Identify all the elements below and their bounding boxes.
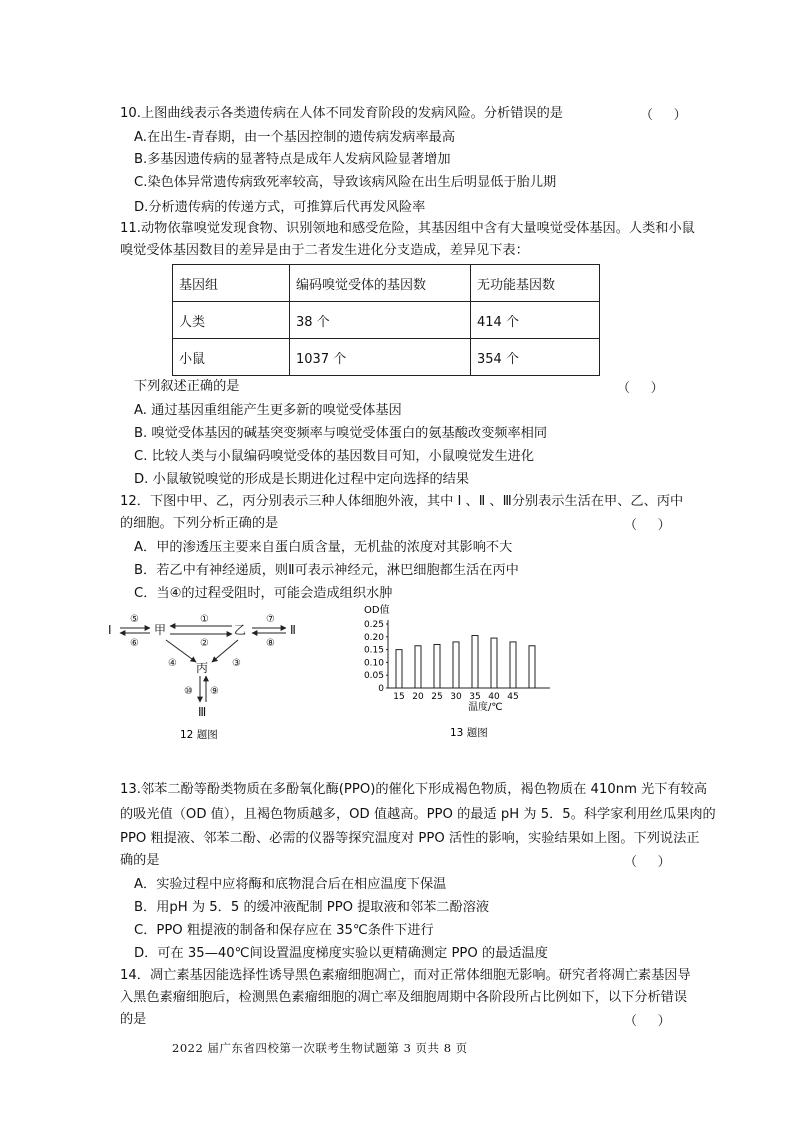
od-temperature-chart	[350, 600, 570, 746]
chart-ylabel: OD值	[364, 605, 390, 616]
table-cell: 38 个	[290, 302, 471, 339]
x-tick-label: 40	[488, 692, 500, 702]
chart-xlabel: 温度/℃	[468, 702, 503, 713]
q11-option-a: A. 通过基因重组能产生更多新的嗅觉受体基因	[134, 403, 402, 418]
label-3: ③	[232, 658, 241, 669]
table-cell: 小鼠	[173, 339, 290, 376]
q11-stem-line2: 嗅觉受体基因数目的差异是由于二者发生进化分支造成，差异见下表：	[120, 243, 529, 258]
q11-prompt: 下列叙述正确的是	[134, 379, 240, 394]
q13-stem-line2: 的吸光值（OD 值），且褐色物质越多，OD 值越高。PPO 的最适 pH 为 5．5。科学家利用丝瓜果肉的	[120, 807, 716, 822]
label-7: ⑦	[266, 614, 275, 625]
x-tick-label: 25	[431, 692, 443, 702]
q14-answer-bracket: （ ）	[624, 1014, 671, 1029]
q13-stem-line4: 确的是	[120, 853, 160, 868]
q10-stem: 10.上图曲线表示各类遗传病在人体不同发育阶段的发病风险。分析错误的是	[120, 106, 563, 121]
q13-stem-line1: 13.邻苯二酚等酚类物质在多酚氧化酶(PPO)的催化下形成褐色物质，褐色物质在 410nm 光下有较高	[120, 782, 708, 797]
y-tick-label: 0	[378, 684, 384, 694]
figure13-caption: 13 题图	[450, 727, 488, 739]
body-fluid-diagram	[104, 604, 324, 744]
table-cell: 354 个	[471, 339, 600, 376]
q12-stem-line2: 的细胞。下列分析正确的是	[120, 516, 279, 531]
y-tick-label: 0.05	[363, 671, 384, 682]
label-10: ⑩	[184, 686, 193, 697]
bar-35	[472, 636, 478, 688]
y-tick-label: 0.15	[363, 645, 384, 656]
bar-25	[434, 644, 440, 688]
label-1: ①	[200, 614, 209, 625]
label-2: ②	[200, 638, 209, 649]
q12-answer-bracket: （ ）	[624, 518, 671, 533]
cell-label-II: Ⅱ	[290, 623, 296, 637]
bar-20	[415, 646, 421, 688]
table-cell: 人类	[173, 302, 290, 339]
y-tick-label: 0.25	[363, 620, 384, 630]
bar-40	[491, 638, 497, 688]
node-jia: 甲	[154, 623, 167, 637]
table-header-row	[173, 265, 600, 302]
table-header-cell: 基因组	[173, 265, 290, 302]
q13-option-d: D．可在 35—40℃间设置温度梯度实验以更精确测定 PPO 的最适温度	[134, 946, 548, 961]
q12-option-a: A．甲的渗透压主要来自蛋白质含量，无机盐的浓度对其影响不大	[134, 540, 513, 555]
label-9: ⑨	[210, 686, 219, 697]
table-row	[173, 339, 600, 376]
q12-option-c: C．当④的过程受阻时，可能会造成组织水肿	[134, 586, 393, 601]
olfactory-gene-table	[172, 264, 600, 376]
page-footer: 2022 届广东省四校第一次联考生物试题第 3 页共 8 页	[172, 1041, 468, 1055]
q14-stem-line1: 14．凋亡素基因能选择性诱导黑色素瘤细胞凋亡，而对正常体细胞无影响。研究者将凋亡素基因导	[120, 968, 691, 983]
x-tick-label: 45	[507, 692, 519, 702]
q10-option-a: A.在出生-青春期，由一个基因控制的遗传病发病率最高	[134, 130, 456, 145]
q10-option-b: B.多基因遗传病的显著特点是成年人发病风险显著增加	[134, 152, 451, 167]
node-bing: 丙	[196, 661, 209, 675]
bar-30	[453, 642, 459, 688]
table-row	[173, 302, 600, 339]
q13-answer-bracket: （ ）	[624, 855, 671, 870]
q10-option-d: D.分析遗传病的传递方式，可推算后代再发风险率	[134, 200, 426, 215]
q11-option-c: C. 比较人类与小鼠编码嗅觉受体的基因数目可知，小鼠嗅觉发生进化	[134, 449, 535, 464]
x-tick-label: 20	[412, 692, 424, 702]
y-tick-label: 0.20	[363, 632, 384, 643]
q10-answer-bracket: （ ）	[640, 108, 687, 123]
label-6: ⑥	[130, 638, 139, 649]
y-tick-label: 0.10	[363, 658, 384, 669]
x-tick-label: 15	[393, 692, 405, 702]
cell-label-I: Ⅰ	[108, 623, 112, 637]
figure12-caption: 12 题图	[180, 729, 218, 741]
q13-stem-line3: PPO 粗提液、邻苯二酚、必需的仪器等探究温度对 PPO 活性的影响，实验结果如上图。下列说法正	[120, 831, 700, 846]
cell-label-III: Ⅲ	[198, 705, 207, 719]
q10-option-c: C.染色体异常遗传病致死率较高，导致该病风险在出生后明显低于胎儿期	[134, 175, 557, 190]
q11-stem-line1: 11.动物依靠嗅觉发现食物、识别领地和感受危险，其基因组中含有大量嗅觉受体基因。人类和小鼠	[120, 221, 695, 236]
table-header-cell: 编码嗅觉受体的基因数	[290, 265, 471, 302]
q13-option-c: C．PPO 粗提液的制备和保存应在 35℃条件下进行	[134, 923, 434, 938]
q11-option-d: D. 小鼠敏锐嗅觉的形成是长期进化过程中定向选择的结果	[134, 472, 470, 487]
q14-stem-line2: 入黑色素瘤细胞后，检测黑色素瘤细胞的凋亡率及细胞周期中各阶段所占比例如下，以下分析错误	[120, 990, 688, 1005]
x-tick-label: 30	[450, 692, 462, 702]
node-yi: 乙	[234, 623, 247, 637]
q13-option-b: B．用pH 为 5．5 的缓冲液配制 PPO 提取液和邻苯二酚溶液	[134, 900, 490, 915]
q11-option-b: B. 嗅觉受体基因的碱基突变频率与嗅觉受体蛋白的氨基酸改变频率相同	[134, 426, 548, 441]
table-header-cell: 无功能基因数	[471, 265, 600, 302]
q12-option-b: B．若乙中有神经递质，则Ⅱ可表示神经元，淋巴细胞都生活在丙中	[134, 563, 519, 578]
label-4: ④	[168, 658, 177, 669]
label-8: ⑧	[266, 638, 275, 649]
q11-answer-bracket: （ ）	[617, 381, 664, 396]
x-tick-label: 35	[469, 692, 481, 702]
bar-45	[510, 642, 516, 688]
table-cell: 414 个	[471, 302, 600, 339]
table-cell: 1037 个	[290, 339, 471, 376]
q13-option-a: A．实验过程中应将酶和底物混合后在相应温度下保温	[134, 877, 447, 892]
q14-stem-line3: 的是	[120, 1012, 147, 1027]
bar-15	[396, 650, 402, 688]
bar-50	[529, 646, 535, 688]
label-5: ⑤	[130, 614, 139, 625]
q12-stem-line1: 12．下图中甲、乙，丙分别表示三种人体细胞外液，其中 Ⅰ 、Ⅱ 、Ⅲ分别表示生活在甲、乙、丙中	[120, 494, 684, 509]
